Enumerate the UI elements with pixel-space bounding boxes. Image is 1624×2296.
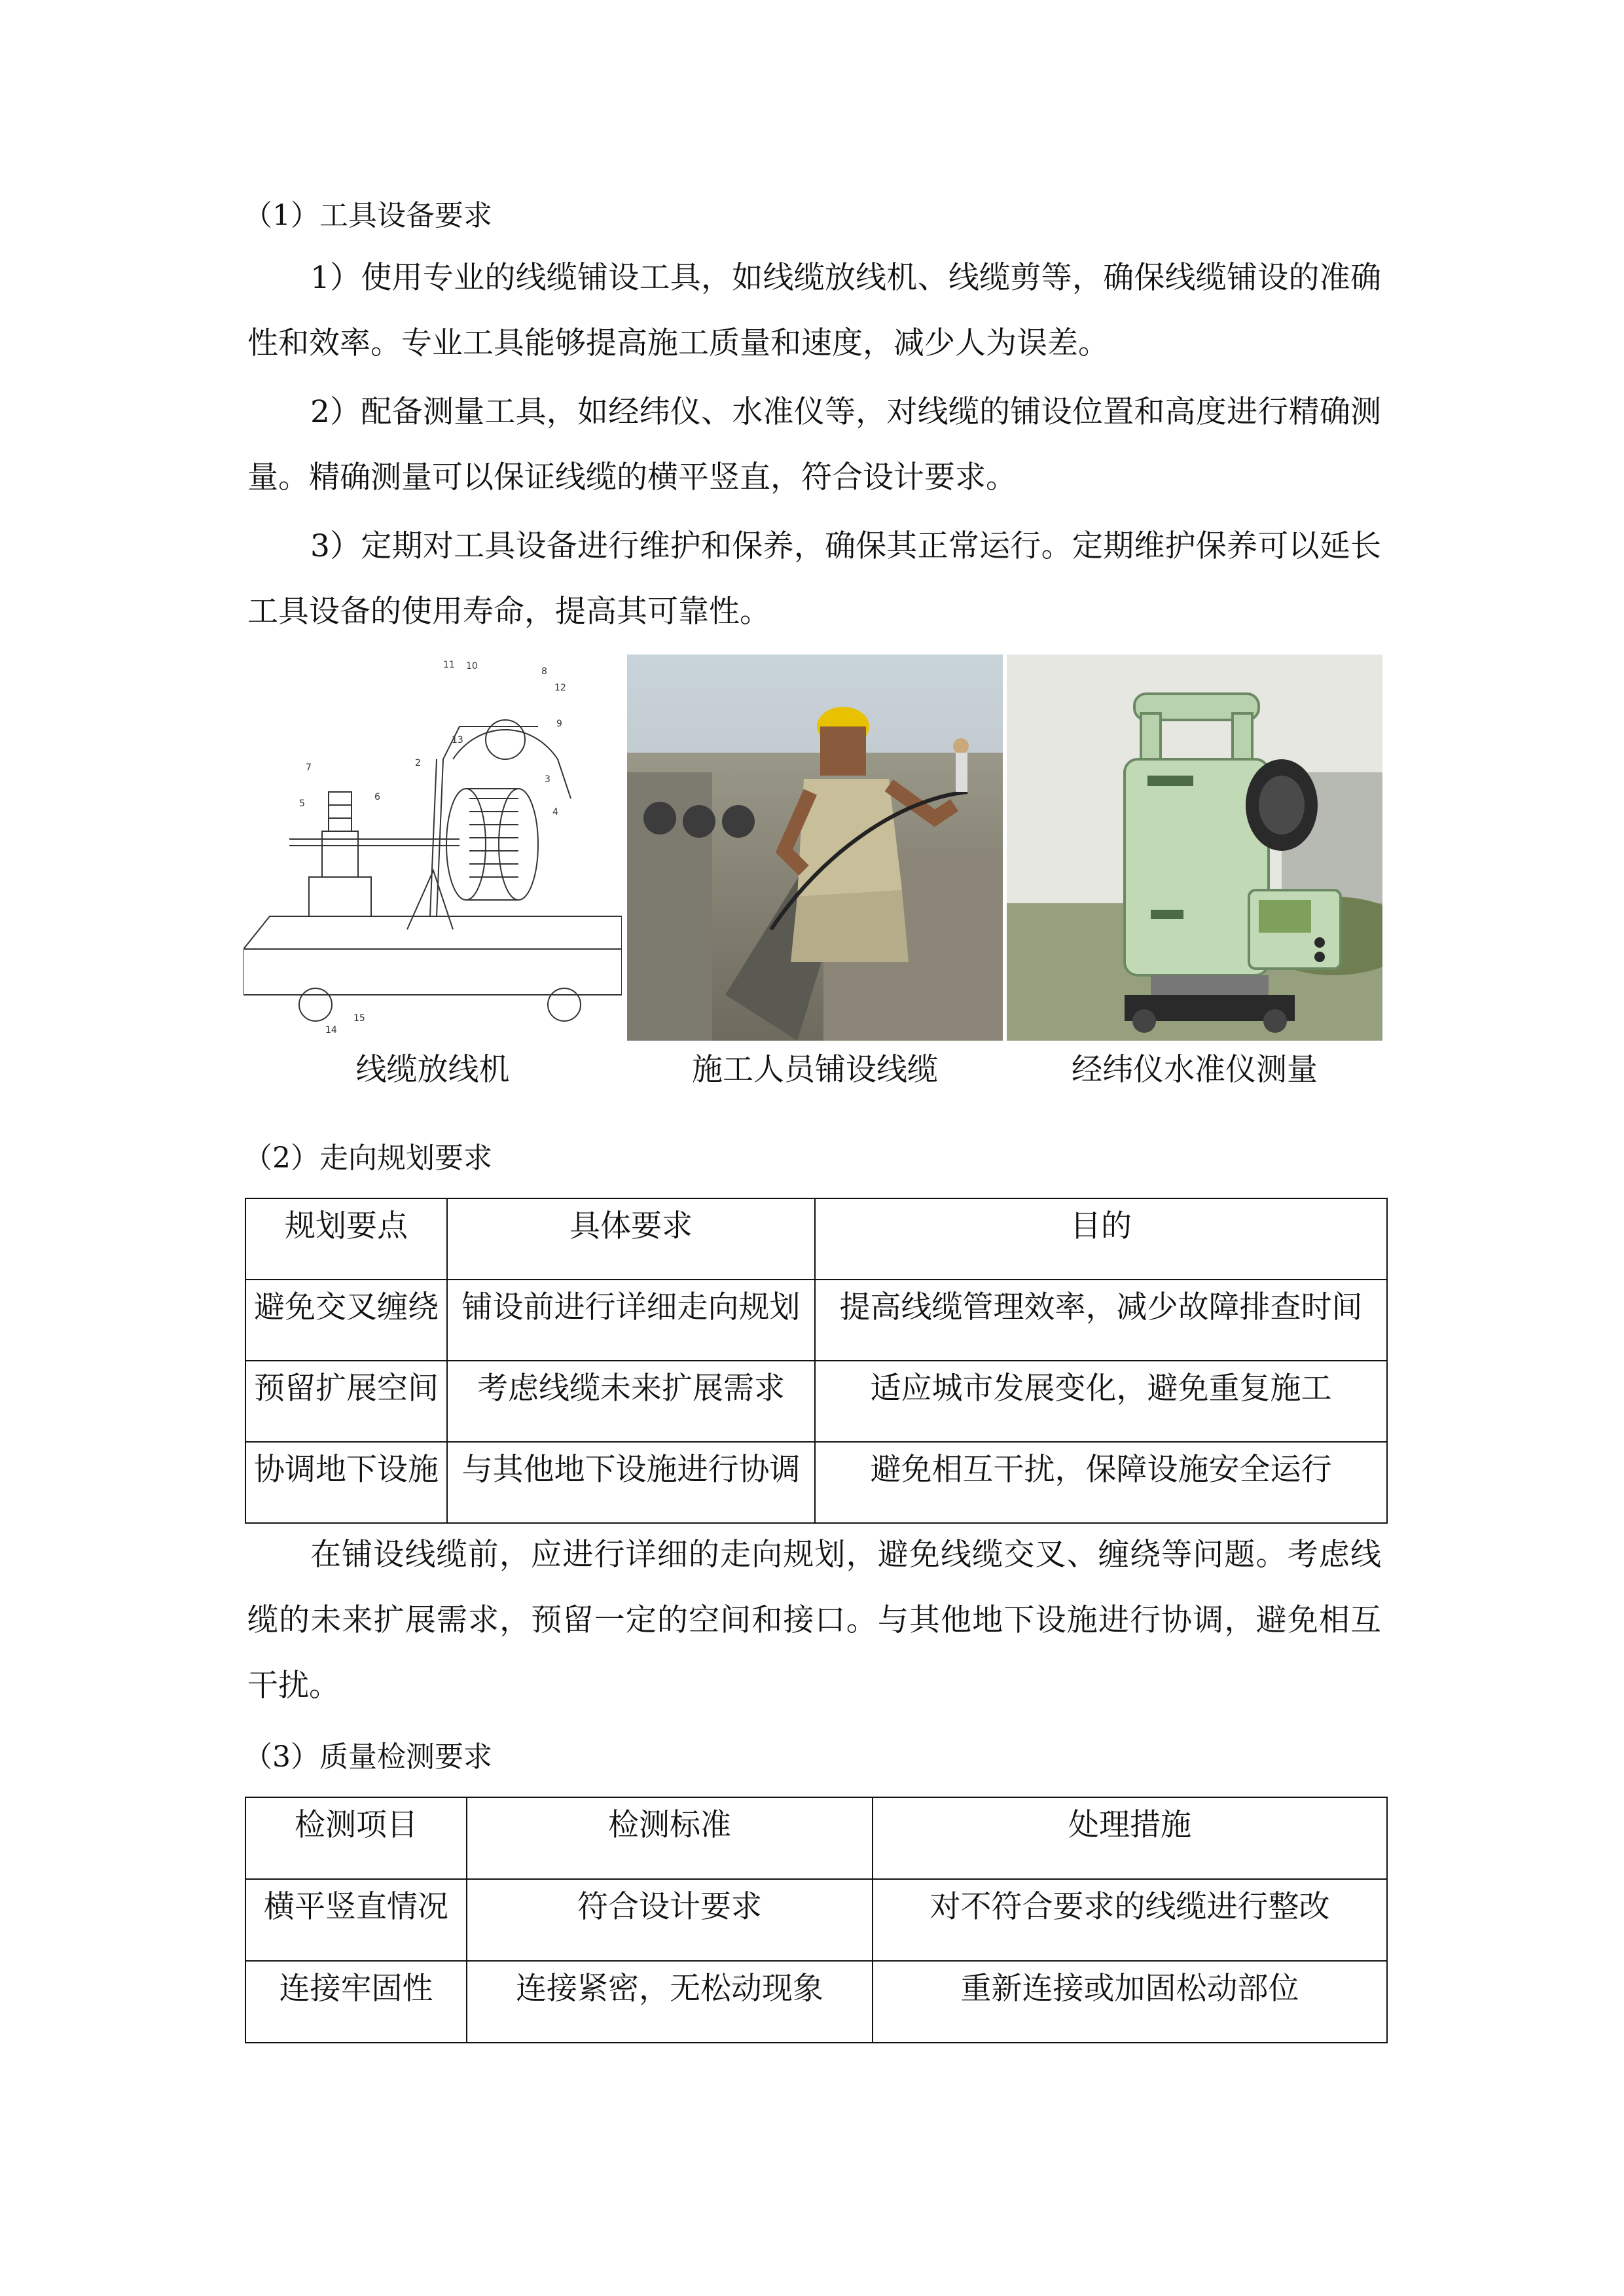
- section1-paragraph-3: 3）定期对工具设备进行维护和保养，确保其正常运行。定期维护保养可以延长工具设备的使用寿命，提高其可靠性。: [247, 528, 1381, 630]
- section1-paragraph-1: 1）使用专业的线缆铺设工具，如线缆放线机、线缆剪等，确保线缆铺设的准确性和效率。专业工具能够提高施工质量和速度，减少人为误差。: [247, 260, 1381, 361]
- table-cell: 考虑线缆未来扩展需求: [447, 1361, 815, 1442]
- table-cell: 预留扩展空间: [245, 1361, 447, 1442]
- table-cell: 连接牢固性: [245, 1961, 467, 2043]
- table-row: [245, 1961, 1387, 2043]
- table-header-cell: 规划要点: [245, 1198, 447, 1280]
- table-header-row: [245, 1797, 1387, 1879]
- table-header-cell: 具体要求: [447, 1198, 815, 1280]
- table-cell: 协调地下设施: [245, 1442, 447, 1523]
- part-label: 10: [466, 661, 478, 672]
- part-label: 11: [443, 660, 455, 670]
- figure-row: [244, 655, 1382, 1041]
- table-cell: 对不符合要求的线缆进行整改: [873, 1879, 1387, 1961]
- table-cell: 铺设前进行详细走向规划: [447, 1280, 815, 1361]
- table-cell: 避免交叉缠绕: [245, 1280, 447, 1361]
- section1-heading: （1）工具设备要求: [244, 199, 492, 232]
- figure-caption-2: 施工人员铺设线缆: [692, 1052, 938, 1088]
- theodolite-image: [1007, 655, 1382, 1041]
- section1-paragraph-2: 2）配备测量工具，如经纬仪、水准仪等，对线缆的铺设位置和高度进行精确测量。精确测量可以保证线缆的横平竖直，符合设计要求。: [247, 394, 1381, 495]
- routing-table: [245, 1198, 1388, 1524]
- part-label: 14: [325, 1025, 337, 1035]
- table-cell: 连接紧密，无松动现象: [467, 1961, 873, 2043]
- part-label: 7: [306, 762, 312, 773]
- section3-heading: （3）质量检测要求: [244, 1740, 492, 1774]
- section2-heading: （2）走向规划要求: [244, 1141, 492, 1175]
- table-row: [245, 1280, 1387, 1361]
- part-label: 9: [556, 719, 562, 729]
- table-cell: 符合设计要求: [467, 1879, 873, 1961]
- table-header-cell: 检测项目: [245, 1797, 467, 1879]
- part-label: 12: [554, 683, 566, 693]
- table-cell: 横平竖直情况: [245, 1879, 467, 1961]
- table-header-cell: 处理措施: [873, 1797, 1387, 1879]
- table-header-cell: 目的: [815, 1198, 1387, 1280]
- table-cell: 适应城市发展变化，避免重复施工: [815, 1361, 1387, 1442]
- table-header-row: [245, 1198, 1387, 1280]
- part-label: 5: [299, 798, 305, 809]
- table-row: [245, 1361, 1387, 1442]
- section2-paragraph: 在铺设线缆前，应进行详细的走向规划，避免线缆交叉、缠绕等问题。考虑线缆的未来扩展需求，预留一定的空间和接口。与其他地下设施进行协调，避免相互干扰。: [247, 1537, 1381, 1704]
- table-cell: 重新连接或加固松动部位: [873, 1961, 1387, 2043]
- theodolite-photo: [1007, 655, 1382, 1041]
- table-header-cell: 检测标准: [467, 1797, 873, 1879]
- figure-caption-1: 线缆放线机: [355, 1052, 510, 1088]
- worker-laying-cable-image: [627, 655, 1003, 1041]
- table-row: [245, 1879, 1387, 1961]
- part-label: 15: [353, 1013, 365, 1024]
- part-label: 6: [374, 792, 380, 802]
- quality-inspection-table: [245, 1797, 1388, 2043]
- cable-payoff-machine-drawing: [244, 655, 622, 1041]
- worker-laying-cable-photo: [627, 655, 1003, 1041]
- table-cell: 提高线缆管理效率，减少故障排查时间: [815, 1280, 1387, 1361]
- part-label: 8: [541, 666, 547, 677]
- part-label: 2: [415, 758, 421, 768]
- part-label: 4: [552, 807, 558, 817]
- part-label: 13: [452, 735, 463, 745]
- table-cell: 避免相互干扰，保障设施安全运行: [815, 1442, 1387, 1523]
- part-label: 3: [545, 774, 550, 785]
- table-row: [245, 1442, 1387, 1523]
- figure-caption-3: 经纬仪水准仪测量: [1072, 1052, 1318, 1088]
- table-cell: 与其他地下设施进行协调: [447, 1442, 815, 1523]
- cable-payoff-machine-diagram: [244, 655, 622, 1041]
